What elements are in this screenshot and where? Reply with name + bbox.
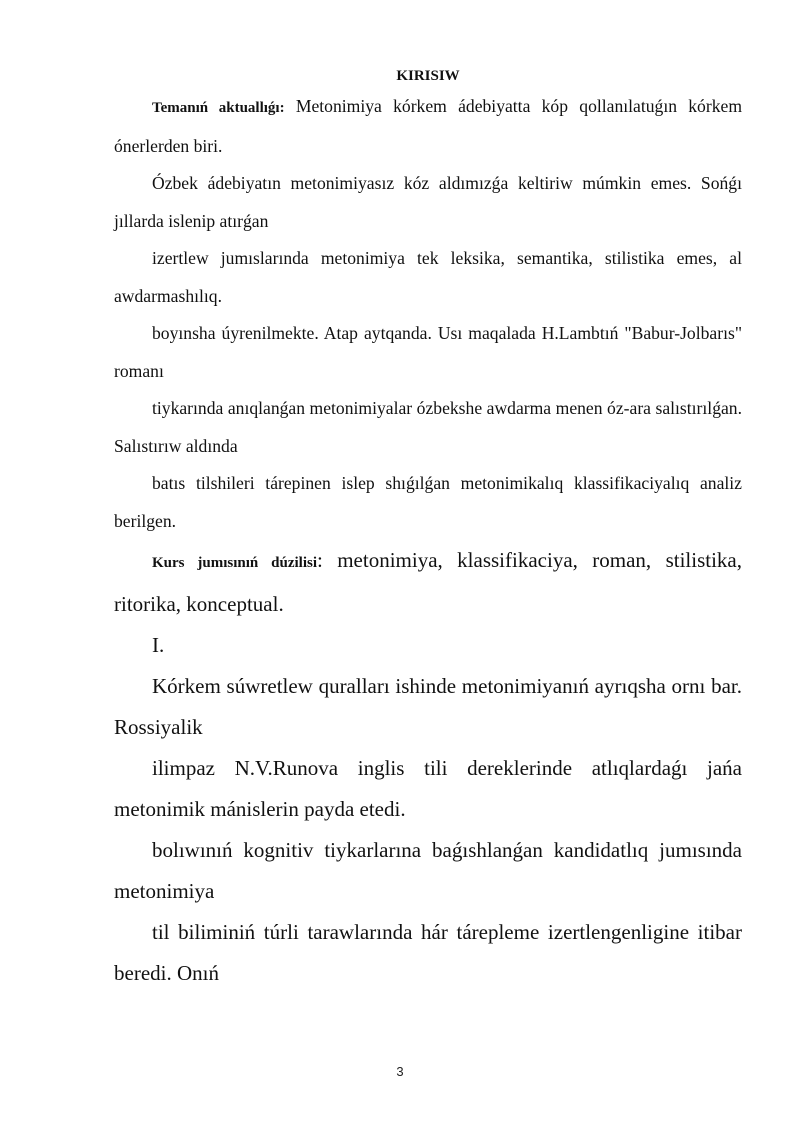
paragraph: Kórkem súwretlew quralları ishinde metonimiyanıń ayrıqsha ornı bar. Rossiyalik [114,674,742,739]
paragraph: batıs tilshileri tárepinen islep shıǵılǵan metonimikalıq klassifikaciyalıq analiz berilgen. [114,473,742,531]
paragraph-text: Metonimiya kórkem ádebiyatta kóp qollanılatuǵın kórkem ónerlerden biri. [114,96,742,156]
paragraph-text: : metonimiya, klassifikaciya, roman, stilistika, ritorika, konceptual. [114,548,742,616]
paragraph: ilimpaz N.V.Runova inglis tili dereklerinde atlıqlardaǵı jańa metonimik mánislerin payda etedi. [114,756,742,821]
paragraph: bolıwınıń kognitiv tiykarlarına baǵıshlanǵan kandidatlıq jumısında metonimiya [114,838,742,903]
paragraph: til biliminiń túrli tarawlarında hár tárepleme izertlengenligine itibar beredi. Onıń [114,920,742,985]
paragraph: izertlew jumıslarında metonimiya tek leksika, semantika, stilistika emes, al awdarmashılıq. [114,248,742,306]
paragraph: tiykarında anıqlanǵan metonimiyalar ózbekshe awdarma menen óz-ara salıstırılǵan. Salıstırıw aldında [114,398,742,456]
paragraph-lead-structure: Kurs jumısınıń dúzilisi [152,555,317,571]
paragraph: boyınsha úyrenilmekte. Atap aytqanda. Usı maqalada H.Lambtıń "Babur-Jolbarıs" romanı [114,323,742,381]
paragraph-lead-relevance: Temanıń aktuallıǵı: [152,100,285,116]
paragraph-relevance [114,88,742,165]
page-number: 3 [396,1064,404,1079]
document-body [114,66,742,994]
section-number: I. [152,633,165,657]
section-heading: KIRISIW [396,68,460,84]
paragraph-structure [114,540,742,625]
paragraph: Ózbek ádebiyatın metonimiyasız kóz aldımızǵa keltiriw múmkin emes. Sońǵı jıllarda islenip atırǵan [114,173,742,231]
